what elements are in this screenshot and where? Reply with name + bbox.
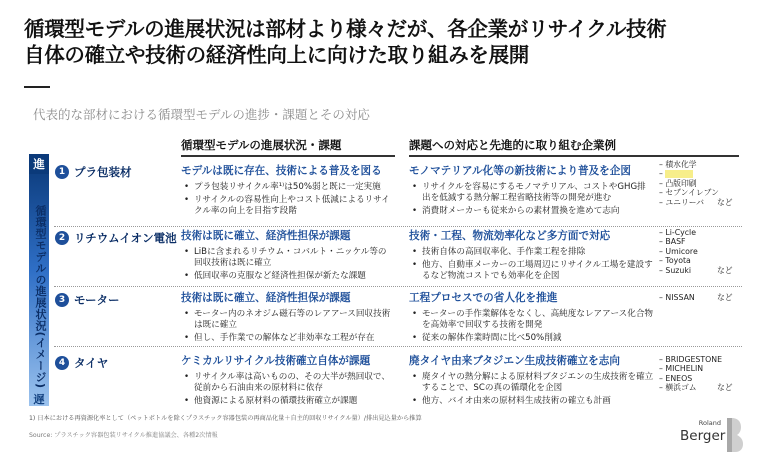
company-item: – MICHELIN	[659, 364, 704, 374]
response-cell	[409, 230, 654, 284]
row-label-tire	[55, 355, 108, 371]
row-number-badge: 1	[55, 165, 69, 179]
company-list	[659, 160, 759, 207]
row-label-lithium-ion-battery	[55, 230, 177, 246]
scale-bottom-label: 遅	[33, 393, 45, 406]
response-bullet: • リサイクルを容易にするモノマテリアル、コストやGHG排出を低減する熱分解工程省略技術等の開発が進む	[422, 182, 654, 204]
company-item: – BASF	[659, 237, 686, 247]
response-cell	[409, 292, 654, 346]
response-title: 技術・工程、物流効率化など多方面で対応	[409, 230, 611, 242]
logo-b-mark-icon	[724, 416, 744, 454]
response-bullet: • 従来の解体作業時間に比べ50%削減	[422, 333, 654, 344]
company-list	[659, 228, 759, 275]
row-divider	[54, 286, 742, 287]
company-item: – NISSAN など	[659, 293, 733, 302]
progress-cell	[181, 230, 395, 284]
scale-axis-label: 循環型モデルの進展状況(イメージ)	[34, 205, 47, 389]
logo-text-small: Roland	[698, 419, 721, 427]
response-title: 廃タイヤ由来ブタジエン生成技術確立を志向	[409, 355, 620, 367]
company-item: – Toyota	[659, 256, 691, 266]
progress-title: ケミカルリサイクル技術確立自体が課題	[181, 355, 371, 367]
company-item: – セブンイレブン	[659, 188, 719, 198]
response-bullet: • モーターの手作業解体をなくし、高純度なレアアース化合物を高効率で回収する技術を開発	[422, 309, 654, 331]
page-title-line-2: 自体の確立や技術の経済性向上に向けた取り組みを展開	[24, 43, 529, 67]
row-number-badge: 4	[55, 356, 69, 370]
progress-cell	[181, 292, 395, 346]
company-item: – 積水化学	[659, 160, 697, 169]
subtitle: 代表的な部材における循環型モデルの進捗・課題とその対応	[33, 107, 370, 122]
page-title	[24, 16, 744, 68]
progress-bullet: • リサイクルの容易性向上やコスト低減によるリサイクル率の向上を目指す段階	[194, 195, 395, 217]
company-list	[659, 293, 759, 302]
company-item: – Li-Cycle	[659, 228, 697, 237]
response-bullet: • 廃タイヤの熱分解による原材料ブタジエンの生成技術を確立することで、SCの真の循環化を企図	[422, 372, 654, 394]
company-item: – 凸版印刷	[659, 178, 697, 188]
progress-bullet: • リサイクル率は高いものの、その大半が熱回収で、従前から石油由来の原材料に依存	[194, 372, 395, 394]
source-note: Source: プラスチック容器包装リサイクル推進協議会、各種2次情報	[29, 432, 218, 439]
row-label-text: モーター	[74, 293, 120, 307]
company-item: – 横浜ゴム など	[659, 383, 733, 393]
highlight-mark	[665, 170, 693, 178]
row-divider	[54, 226, 742, 227]
progress-bullet: • 他資源による原材料の循環技術確立が課題	[194, 396, 395, 407]
response-title: モノマテリアル化等の新技術により普及を企図	[409, 165, 631, 177]
logo-text-big: Berger	[680, 428, 726, 444]
progress-bullet: • LiBに含まれるリチウム・コバルト・ニッケル等の回収技術は既に確立	[194, 247, 395, 269]
response-bullet: • 技術自体の高回収率化、手作業工程を排除	[422, 247, 654, 258]
row-label-text: タイヤ	[74, 356, 109, 370]
response-bullet: • 消費財メーカーも従来からの素材置換を進めて志向	[422, 206, 654, 217]
row-divider	[54, 346, 742, 347]
row-label-text: リチウムイオン電池	[74, 231, 177, 245]
scale-top-label: 進	[29, 154, 49, 174]
progress-bullet: • モーター内のネオジム磁石等のレアアース回収技術は既に確立	[194, 309, 395, 331]
progress-cell	[181, 355, 395, 409]
page-title-line-1: 循環型モデルの進展状況は部材より様々だが、各企業がリサイクル技術	[24, 17, 667, 41]
company-list	[659, 355, 759, 393]
company-item: – ユニリーバ など	[659, 197, 733, 207]
company-item-highlighted: –	[659, 169, 759, 178]
column-header-rule	[409, 155, 739, 157]
response-title: 工程プロセスでの省人化を推進	[409, 292, 558, 304]
progress-bullet: • 但し、手作業での解体など非効率な工程が存在	[194, 333, 395, 344]
column-header-progress: 循環型モデルの進展状況・課題	[181, 138, 342, 152]
row-number-badge: 2	[55, 231, 69, 245]
response-bullet: • 他方、バイオ由来の原材料生成技術の確立も計画	[422, 396, 654, 407]
company-item: – Suzuki など	[659, 265, 733, 275]
title-rule	[24, 86, 50, 88]
progress-title: 技術は既に確立、経済性担保が課題	[181, 230, 351, 242]
company-item: – BRIDGESTONE	[659, 355, 723, 364]
response-bullet: • 他方、自動車メーカーの工場周辺にリサイクル工場を建設するなど物流コストでも効率化を企図	[422, 260, 654, 282]
row-label-text: プラ包装材	[74, 165, 132, 179]
progress-title: 技術は既に確立、経済性担保が課題	[181, 292, 351, 304]
row-number-badge: 3	[55, 293, 69, 307]
row-label-plastic-packaging	[55, 164, 132, 180]
footnote: 1) 日本における再資源化率として（ペットボトルを除くプラスチック容器包装の再商品化量＋自主的回収リサイクル量）/排出見込量から推算	[29, 415, 422, 422]
progress-bullet: • 低回収率の克服など経済性担保が新たな課題	[194, 271, 395, 282]
row-label-motor	[55, 292, 120, 308]
roland-berger-logo	[680, 416, 747, 456]
company-item: – ENEOS	[659, 373, 693, 383]
response-cell	[409, 355, 654, 409]
response-cell	[409, 165, 654, 219]
progress-bullet: • プラ包装リサイクル率¹⁾は50%弱と既に一定実施	[194, 182, 395, 193]
progress-cell	[181, 165, 395, 219]
column-header-response: 課題への対応と先進的に取り組む企業例	[409, 138, 616, 152]
company-item: – Umicore	[659, 246, 698, 256]
progress-title: モデルは既に存在、技術による普及を図る	[181, 165, 382, 177]
column-header-rule	[181, 155, 395, 157]
